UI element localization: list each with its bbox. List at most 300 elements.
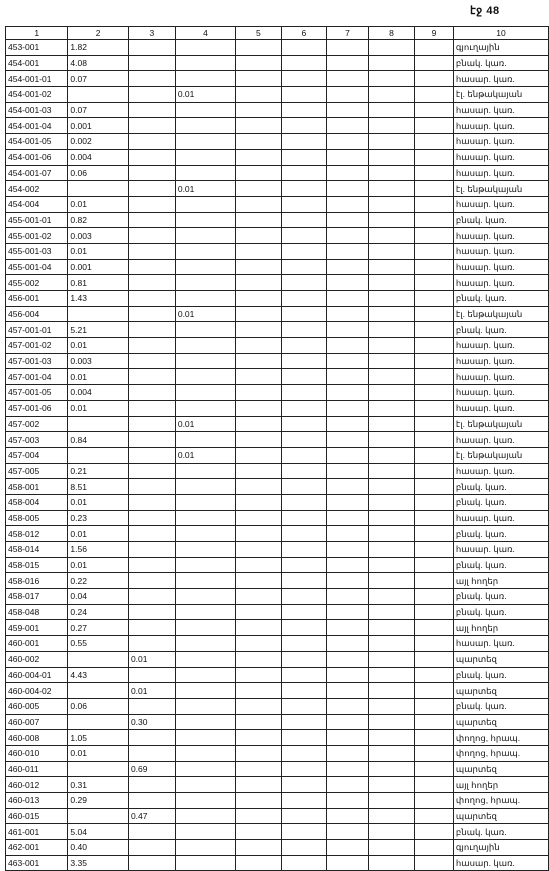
cell-col-2: 0.07 (68, 102, 129, 118)
cell-col-6 (281, 212, 326, 228)
table-body (6, 40, 549, 871)
cell-col-5 (236, 604, 281, 620)
cell-col-7 (327, 369, 369, 385)
cell-col-9 (415, 573, 454, 589)
cell-col-3 (128, 510, 175, 526)
cell-col-10: պարտեզ (453, 714, 548, 730)
cell-col-10: հասար. կառ. (453, 275, 548, 291)
cell-col-4 (175, 510, 235, 526)
cell-col-9 (415, 275, 454, 291)
cell-col-3 (128, 604, 175, 620)
cell-col-9 (415, 102, 454, 118)
cell-col-10: հասար. կառ. (453, 165, 548, 181)
cell-col-3 (128, 181, 175, 197)
cell-col-9 (415, 745, 454, 761)
table-row (6, 369, 549, 385)
cell-col-8 (368, 55, 414, 71)
cell-col-5 (236, 745, 281, 761)
cell-col-4 (175, 604, 235, 620)
cell-col-3 (128, 291, 175, 307)
cell-col-6 (281, 102, 326, 118)
cell-col-4 (175, 322, 235, 338)
cell-col-1: 457-002 (6, 416, 68, 432)
cell-col-5 (236, 400, 281, 416)
cell-col-6 (281, 416, 326, 432)
cell-col-4 (175, 714, 235, 730)
cell-col-10: հասար. կառ. (453, 369, 548, 385)
cell-col-7 (327, 212, 369, 228)
cell-col-3 (128, 636, 175, 652)
table-row (6, 87, 549, 103)
cell-col-9 (415, 259, 454, 275)
table-row (6, 134, 549, 150)
cell-col-9 (415, 824, 454, 840)
cell-col-3 (128, 87, 175, 103)
cell-col-2 (68, 683, 129, 699)
cell-col-10: բնակ. կառ. (453, 698, 548, 714)
cell-col-8 (368, 181, 414, 197)
cell-col-5 (236, 416, 281, 432)
cell-col-7 (327, 840, 369, 856)
cell-col-6 (281, 730, 326, 746)
cell-col-8 (368, 400, 414, 416)
cell-col-5 (236, 447, 281, 463)
table-row (6, 777, 549, 793)
cell-col-8 (368, 196, 414, 212)
cell-col-7 (327, 730, 369, 746)
cell-col-7 (327, 604, 369, 620)
cell-col-9 (415, 793, 454, 809)
column-header-10: 10 (453, 27, 548, 40)
cell-col-3: 0.47 (128, 808, 175, 824)
cell-col-9 (415, 636, 454, 652)
cell-col-3 (128, 212, 175, 228)
cell-col-7 (327, 181, 369, 197)
cell-col-9 (415, 557, 454, 573)
cell-col-2: 0.24 (68, 604, 129, 620)
table-row (6, 432, 549, 448)
cell-col-4 (175, 228, 235, 244)
cell-col-1: 457-001-01 (6, 322, 68, 338)
cell-col-2 (68, 761, 129, 777)
table-row (6, 118, 549, 134)
cell-col-1: 457-004 (6, 447, 68, 463)
cell-col-4 (175, 620, 235, 636)
cell-col-6 (281, 385, 326, 401)
cell-col-3 (128, 777, 175, 793)
cell-col-9 (415, 291, 454, 307)
cell-col-4 (175, 730, 235, 746)
cell-col-4 (175, 369, 235, 385)
cell-col-8 (368, 447, 414, 463)
cell-col-5 (236, 714, 281, 730)
cell-col-1: 460-013 (6, 793, 68, 809)
cell-col-10: բնակ. կառ. (453, 589, 548, 605)
cell-col-8 (368, 432, 414, 448)
cell-col-3 (128, 196, 175, 212)
cell-col-1: 454-001-02 (6, 87, 68, 103)
cell-col-10: էլ. ենթակայան (453, 306, 548, 322)
cell-col-6 (281, 432, 326, 448)
cell-col-4: 0.01 (175, 181, 235, 197)
cell-col-9 (415, 87, 454, 103)
cell-col-10: բնակ. կառ. (453, 824, 548, 840)
column-header-6: 6 (281, 27, 326, 40)
table-row (6, 636, 549, 652)
cell-col-10: հասար. կառ. (453, 636, 548, 652)
cell-col-6 (281, 494, 326, 510)
cell-col-2: 0.004 (68, 385, 129, 401)
cell-col-3 (128, 526, 175, 542)
cell-col-8 (368, 259, 414, 275)
cell-col-4 (175, 667, 235, 683)
cell-col-1: 458-005 (6, 510, 68, 526)
cell-col-1: 463-001 (6, 855, 68, 871)
cell-col-6 (281, 447, 326, 463)
cell-col-10: հասար. կառ. (453, 102, 548, 118)
cell-col-4 (175, 651, 235, 667)
table-row (6, 589, 549, 605)
table-row (6, 573, 549, 589)
cell-col-5 (236, 196, 281, 212)
cell-col-6 (281, 55, 326, 71)
table-row (6, 322, 549, 338)
cell-col-10: բնակ. կառ. (453, 212, 548, 228)
cell-col-5 (236, 510, 281, 526)
table-row (6, 542, 549, 558)
cell-col-9 (415, 730, 454, 746)
cell-col-8 (368, 291, 414, 307)
cell-col-6 (281, 777, 326, 793)
cell-col-9 (415, 306, 454, 322)
cell-col-4 (175, 494, 235, 510)
cell-col-4 (175, 479, 235, 495)
cell-col-4 (175, 134, 235, 150)
cell-col-9 (415, 463, 454, 479)
cell-col-6 (281, 510, 326, 526)
table-row (6, 730, 549, 746)
table-row (6, 526, 549, 542)
cell-col-7 (327, 228, 369, 244)
cell-col-9 (415, 212, 454, 228)
cell-col-4 (175, 243, 235, 259)
cell-col-6 (281, 526, 326, 542)
cell-col-5 (236, 87, 281, 103)
cell-col-5 (236, 40, 281, 56)
cell-col-3 (128, 228, 175, 244)
cell-col-5 (236, 494, 281, 510)
cell-col-5 (236, 291, 281, 307)
cell-col-5 (236, 761, 281, 777)
cell-col-10: հասար. կառ. (453, 243, 548, 259)
cell-col-9 (415, 777, 454, 793)
cell-col-10: բնակ. կառ. (453, 604, 548, 620)
cell-col-10: գյուղային (453, 40, 548, 56)
cell-col-10: բնակ. կառ. (453, 667, 548, 683)
cell-col-8 (368, 840, 414, 856)
cell-col-9 (415, 761, 454, 777)
cell-col-1: 455-001-02 (6, 228, 68, 244)
cell-col-1: 460-004-02 (6, 683, 68, 699)
cell-col-9 (415, 447, 454, 463)
cell-col-8 (368, 494, 414, 510)
cell-col-7 (327, 447, 369, 463)
cell-col-7 (327, 855, 369, 871)
cell-col-3 (128, 463, 175, 479)
cell-col-5 (236, 793, 281, 809)
cell-col-10: հասար. կառ. (453, 400, 548, 416)
cell-col-9 (415, 40, 454, 56)
cell-col-2: 3.35 (68, 855, 129, 871)
cell-col-6 (281, 181, 326, 197)
cell-col-6 (281, 243, 326, 259)
cell-col-9 (415, 604, 454, 620)
cell-col-2: 1.56 (68, 542, 129, 558)
cell-col-1: 456-001 (6, 291, 68, 307)
cell-col-10: հասար. կառ. (453, 510, 548, 526)
cell-col-3 (128, 134, 175, 150)
table-row (6, 385, 549, 401)
column-header-7: 7 (327, 27, 369, 40)
cell-col-8 (368, 620, 414, 636)
column-header-9: 9 (415, 27, 454, 40)
table-row (6, 463, 549, 479)
cell-col-7 (327, 510, 369, 526)
cell-col-6 (281, 87, 326, 103)
cell-col-9 (415, 228, 454, 244)
cell-col-1: 460-007 (6, 714, 68, 730)
cell-col-6 (281, 40, 326, 56)
table-row (6, 275, 549, 291)
cell-col-7 (327, 338, 369, 354)
cell-col-6 (281, 228, 326, 244)
cell-col-1: 453-001 (6, 40, 68, 56)
cell-col-7 (327, 432, 369, 448)
cell-col-8 (368, 149, 414, 165)
cell-col-8 (368, 526, 414, 542)
cell-col-6 (281, 134, 326, 150)
cell-col-7 (327, 620, 369, 636)
cell-col-2: 0.06 (68, 165, 129, 181)
cell-col-2: 0.04 (68, 589, 129, 605)
cell-col-5 (236, 432, 281, 448)
cell-col-8 (368, 118, 414, 134)
cell-col-4 (175, 102, 235, 118)
cell-col-1: 455-002 (6, 275, 68, 291)
cell-col-1: 460-004-01 (6, 667, 68, 683)
cell-col-4 (175, 698, 235, 714)
cell-col-4 (175, 338, 235, 354)
cell-col-3 (128, 149, 175, 165)
cell-col-1: 462-001 (6, 840, 68, 856)
cell-col-9 (415, 698, 454, 714)
cell-col-1: 454-001-06 (6, 149, 68, 165)
cell-col-10: հասար. կառ. (453, 149, 548, 165)
cell-col-6 (281, 573, 326, 589)
cell-col-9 (415, 181, 454, 197)
cell-col-10: փողոց, հրապ. (453, 745, 548, 761)
table-row (6, 620, 549, 636)
cell-col-10: հասար. կառ. (453, 463, 548, 479)
cell-col-2: 1.82 (68, 40, 129, 56)
cell-col-2: 0.07 (68, 71, 129, 87)
cell-col-3 (128, 793, 175, 809)
cell-col-7 (327, 714, 369, 730)
cell-col-2: 0.01 (68, 526, 129, 542)
cell-col-5 (236, 651, 281, 667)
cell-col-9 (415, 479, 454, 495)
cell-col-7 (327, 400, 369, 416)
cell-col-2: 0.004 (68, 149, 129, 165)
cell-col-5 (236, 557, 281, 573)
cell-col-4 (175, 118, 235, 134)
cell-col-2 (68, 416, 129, 432)
cell-col-2: 1.05 (68, 730, 129, 746)
cell-col-3 (128, 416, 175, 432)
table-row (6, 306, 549, 322)
table-row (6, 259, 549, 275)
cell-col-3 (128, 385, 175, 401)
cell-col-7 (327, 745, 369, 761)
cell-col-6 (281, 745, 326, 761)
cell-col-5 (236, 306, 281, 322)
cell-col-9 (415, 855, 454, 871)
cell-col-2 (68, 181, 129, 197)
cell-col-8 (368, 479, 414, 495)
cell-col-10: հասար. կառ. (453, 196, 548, 212)
cell-col-8 (368, 589, 414, 605)
cell-col-1: 457-001-04 (6, 369, 68, 385)
cell-col-5 (236, 463, 281, 479)
cell-col-4 (175, 291, 235, 307)
cell-col-8 (368, 808, 414, 824)
cell-col-5 (236, 165, 281, 181)
cell-col-6 (281, 620, 326, 636)
cell-col-8 (368, 306, 414, 322)
cell-col-4 (175, 463, 235, 479)
cell-col-6 (281, 275, 326, 291)
cell-col-3 (128, 118, 175, 134)
cell-col-8 (368, 651, 414, 667)
table-row (6, 479, 549, 495)
cell-col-3 (128, 369, 175, 385)
cell-col-6 (281, 557, 326, 573)
cell-col-5 (236, 840, 281, 856)
cell-col-7 (327, 385, 369, 401)
cell-col-3 (128, 479, 175, 495)
table-row (6, 510, 549, 526)
cell-col-1: 454-002 (6, 181, 68, 197)
cell-col-7 (327, 698, 369, 714)
table-row (6, 651, 549, 667)
cell-col-6 (281, 479, 326, 495)
cell-col-7 (327, 259, 369, 275)
cell-col-10: հասար. կառ. (453, 338, 548, 354)
cell-col-7 (327, 793, 369, 809)
column-header-2: 2 (68, 27, 129, 40)
cell-col-6 (281, 463, 326, 479)
table-row (6, 71, 549, 87)
table-row (6, 793, 549, 809)
cell-col-2: 0.21 (68, 463, 129, 479)
cell-col-9 (415, 385, 454, 401)
table-row (6, 228, 549, 244)
cell-col-7 (327, 196, 369, 212)
cell-col-6 (281, 196, 326, 212)
cell-col-2: 8.51 (68, 479, 129, 495)
table-row (6, 824, 549, 840)
cell-col-9 (415, 149, 454, 165)
land-ledger-table (5, 26, 549, 871)
cell-col-7 (327, 526, 369, 542)
table-row (6, 181, 549, 197)
cell-col-3 (128, 542, 175, 558)
cell-col-1: 457-001-02 (6, 338, 68, 354)
cell-col-8 (368, 542, 414, 558)
cell-col-3 (128, 71, 175, 87)
cell-col-2 (68, 651, 129, 667)
table-row (6, 102, 549, 118)
cell-col-5 (236, 243, 281, 259)
cell-col-7 (327, 40, 369, 56)
cell-col-6 (281, 714, 326, 730)
cell-col-4 (175, 400, 235, 416)
cell-col-9 (415, 369, 454, 385)
header-row (6, 27, 549, 40)
cell-col-10: էլ. ենթակայան (453, 181, 548, 197)
cell-col-6 (281, 322, 326, 338)
cell-col-7 (327, 416, 369, 432)
cell-col-10: բնակ. կառ. (453, 322, 548, 338)
cell-col-7 (327, 243, 369, 259)
cell-col-1: 454-001 (6, 55, 68, 71)
cell-col-4 (175, 55, 235, 71)
cell-col-1: 460-011 (6, 761, 68, 777)
cell-col-8 (368, 777, 414, 793)
cell-col-9 (415, 542, 454, 558)
cell-col-7 (327, 118, 369, 134)
cell-col-2: 0.001 (68, 118, 129, 134)
cell-col-5 (236, 777, 281, 793)
cell-col-3 (128, 855, 175, 871)
cell-col-4 (175, 855, 235, 871)
cell-col-1: 458-017 (6, 589, 68, 605)
cell-col-4 (175, 259, 235, 275)
cell-col-2: 4.43 (68, 667, 129, 683)
cell-col-3 (128, 55, 175, 71)
cell-col-10: հասար. կառ. (453, 855, 548, 871)
cell-col-1: 461-001 (6, 824, 68, 840)
cell-col-6 (281, 824, 326, 840)
cell-col-9 (415, 714, 454, 730)
cell-col-6 (281, 306, 326, 322)
cell-col-8 (368, 212, 414, 228)
cell-col-3 (128, 400, 175, 416)
cell-col-1: 460-010 (6, 745, 68, 761)
cell-col-6 (281, 369, 326, 385)
table-row (6, 338, 549, 354)
cell-col-10: հասար. կառ. (453, 385, 548, 401)
cell-col-3 (128, 589, 175, 605)
cell-col-1: 458-016 (6, 573, 68, 589)
cell-col-9 (415, 808, 454, 824)
cell-col-7 (327, 322, 369, 338)
cell-col-3 (128, 557, 175, 573)
cell-col-8 (368, 369, 414, 385)
cell-col-9 (415, 620, 454, 636)
cell-col-8 (368, 40, 414, 56)
cell-col-2: 0.01 (68, 494, 129, 510)
